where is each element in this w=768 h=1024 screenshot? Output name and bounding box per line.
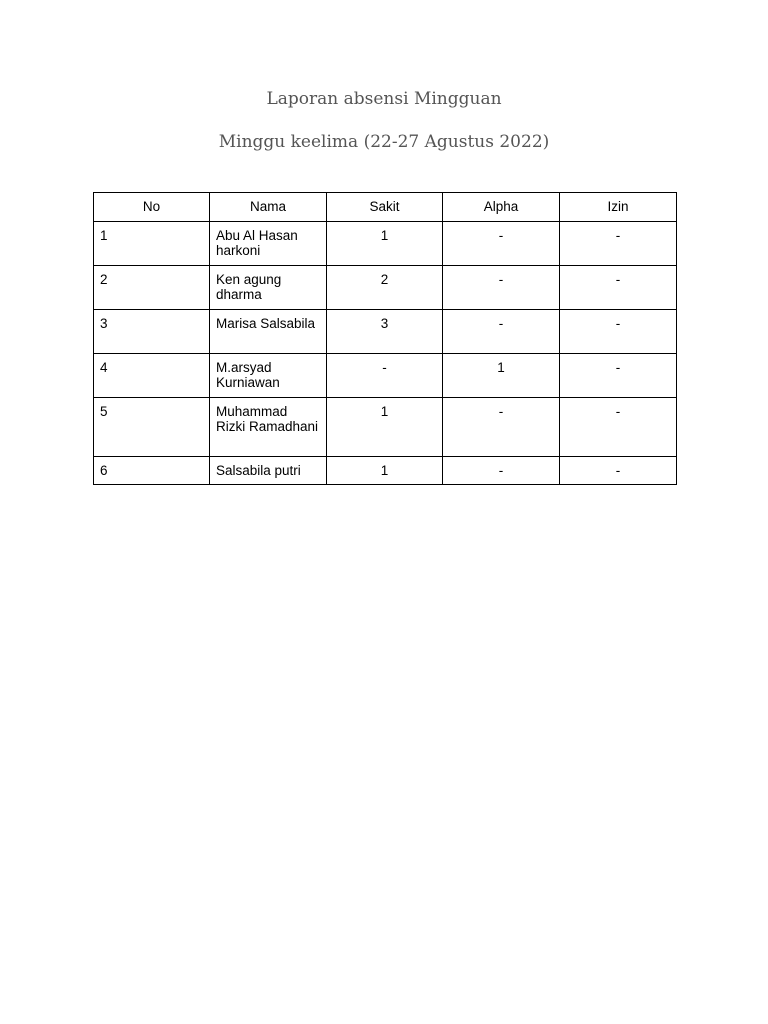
page-title: Laporan absensi Mingguan [266,89,502,109]
cell-alpha: - [443,221,560,265]
cell-no: 5 [94,397,210,456]
cell-alpha: - [443,265,560,309]
cell-sakit: 1 [327,456,443,485]
cell-izin: - [560,221,677,265]
cell-alpha: 1 [443,353,560,397]
header-izin: Izin [560,193,677,222]
cell-no: 3 [94,309,210,353]
cell-sakit: 1 [327,221,443,265]
cell-izin: - [560,309,677,353]
cell-alpha: - [443,397,560,456]
cell-izin: - [560,353,677,397]
header-no: No [94,193,210,222]
cell-nama: Abu Al Hasan harkoni [210,221,327,265]
cell-nama: M.arsyad Kurniawan [210,353,327,397]
cell-sakit: 3 [327,309,443,353]
cell-nama: Ken agung dharma [210,265,327,309]
cell-sakit: 1 [327,397,443,456]
header-sakit: Sakit [327,193,443,222]
table-row [94,456,677,485]
table-row [94,265,677,309]
cell-nama: Marisa Salsabila [210,309,327,353]
table-row [94,309,677,353]
cell-sakit: - [327,353,443,397]
cell-alpha: - [443,456,560,485]
page-subtitle: Minggu keelima (22-27 Agustus 2022) [218,132,550,152]
table-header-row [94,193,677,222]
cell-nama: Muhammad Rizki Ramadhani [210,397,327,456]
cell-izin: - [560,456,677,485]
cell-izin: - [560,265,677,309]
cell-no: 2 [94,265,210,309]
cell-no: 4 [94,353,210,397]
header-nama: Nama [210,193,327,222]
cell-nama: Salsabila putri [210,456,327,485]
cell-alpha: - [443,309,560,353]
cell-no: 1 [94,221,210,265]
attendance-table [93,192,677,485]
cell-no: 6 [94,456,210,485]
cell-izin: - [560,397,677,456]
cell-sakit: 2 [327,265,443,309]
table-row [94,397,677,456]
header-alpha: Alpha [443,193,560,222]
table-row [94,221,677,265]
table-row [94,353,677,397]
